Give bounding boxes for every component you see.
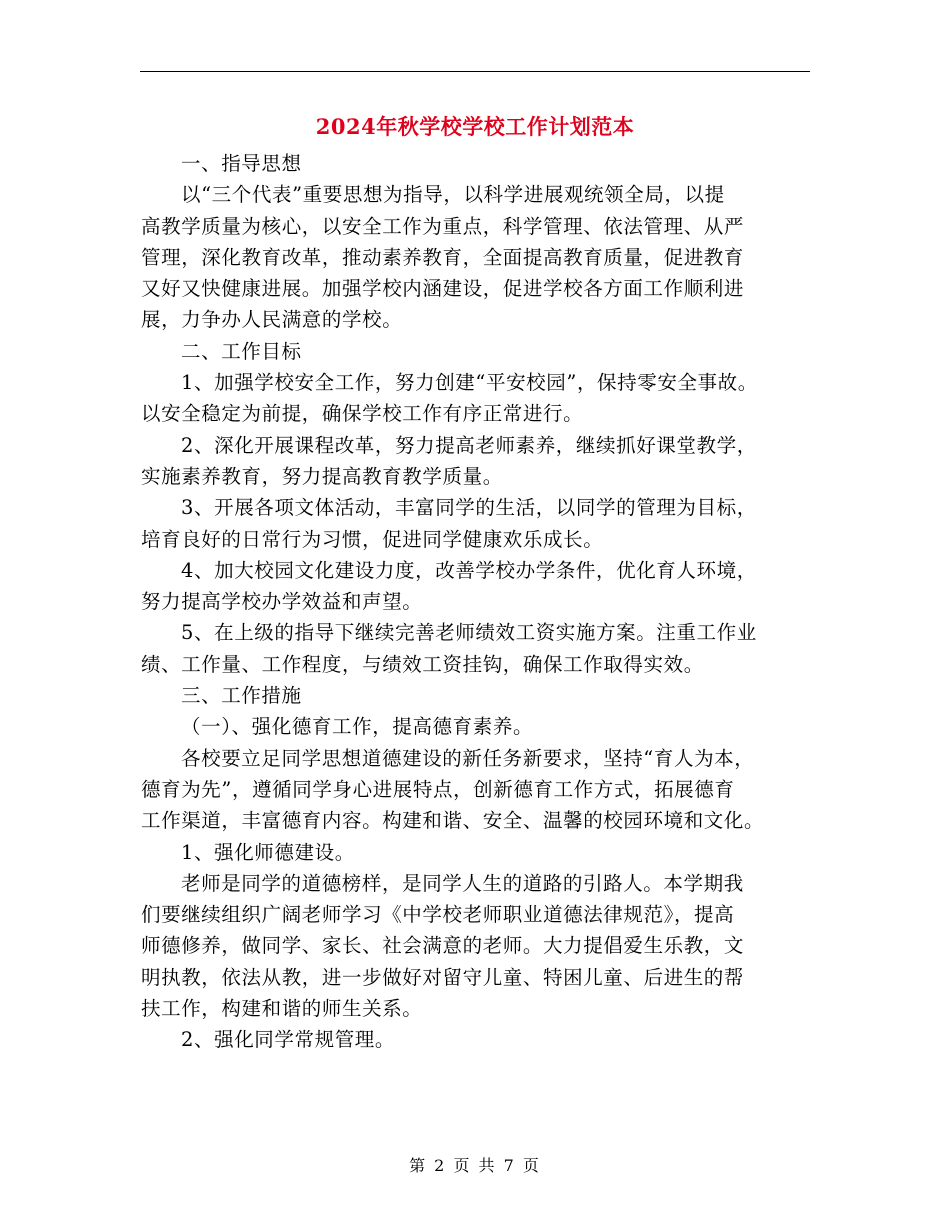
text-line: 3、开展各项文体活动，丰富同学的生活，以同学的管理为目标，	[181, 496, 757, 520]
text-line: 扶工作，构建和谐的师生关系。	[141, 997, 423, 1021]
text-line: 4、加大校园文化建设力度，改善学校办学条件，优化育人环境，	[181, 558, 757, 582]
text-line: 1、强化师德建设。	[181, 840, 355, 864]
text-line: 三、工作措施	[181, 684, 302, 708]
text-line: 展，力争办人民满意的学校。	[141, 308, 403, 332]
text-line: 5、在上级的指导下继续完善老师绩效工资实施方案。注重工作业	[181, 621, 757, 645]
text-line: 1、加强学校安全工作，努力创建“平安校园”，保持零安全事故。	[181, 371, 758, 395]
text-line: 高教学质量为核心，以安全工作为重点，科学管理、依法管理、从严	[141, 214, 745, 238]
text-line: 一、指导思想	[181, 152, 302, 175]
text-line: 各校要立足同学思想道德建设的新任务新要求，坚持“育人为本，	[181, 746, 755, 770]
text-line: 努力提高学校办学效益和声望。	[141, 590, 423, 614]
text-line: 们要继续组织广阔老师学习《中学校老师职业道德法律规范》，提高	[141, 903, 735, 927]
text-line: 德育为先”，遵循同学身心进展特点，创新德育工作方式，拓展德育	[141, 777, 735, 801]
text-line: 绩、工作量、工作程度，与绩效工资挂钩，确保工作取得实效。	[141, 652, 704, 676]
text-line: 师德修养，做同学、家长、社会满意的老师。大力提倡爱生乐教，文	[141, 934, 745, 958]
text-line: 明执教，依法从教，进一步做好对留守儿童、特困儿童、后进生的帮	[141, 965, 745, 989]
text-line: 2、深化开展课程改革，努力提高老师素养，继续抓好课堂教学，	[181, 433, 757, 457]
text-line: 以“三个代表”重要思想为指导，以科学进展观统领全局，以提	[181, 183, 725, 207]
document-body	[141, 148, 821, 1056]
header-rule	[140, 71, 810, 72]
text-line: （一）、强化德育工作，提高德育素养。	[181, 715, 534, 739]
text-line: 以安全稳定为前提，确保学校工作有序正常进行。	[141, 402, 584, 426]
text-line: 工作渠道，丰富德育内容。构建和谐、安全、温馨的校园环境和文化。	[141, 809, 765, 833]
text-line: 培育良好的日常行为习惯，促进同学健康欢乐成长。	[141, 527, 604, 551]
text-line: 老师是同学的道德榜样，是同学人生的道路的引路人。本学期我	[181, 871, 744, 895]
text-line: 二、工作目标	[181, 339, 302, 363]
text-line: 实施素养教育，努力提高教育教学质量。	[141, 464, 503, 488]
text-line: 2、强化同学常规管理。	[181, 1028, 396, 1052]
text-line: 又好又快健康进展。加强学校内涵建设，促进学校各方面工作顺利进	[141, 277, 745, 301]
text-line: 管理，深化教育改革，推动素养教育，全面提高教育质量，促进教育	[141, 245, 745, 269]
page-footer: 第 2 页 共 7 页	[409, 1156, 541, 1175]
document-title: 2024年秋学校学校工作计划范本	[315, 114, 635, 139]
